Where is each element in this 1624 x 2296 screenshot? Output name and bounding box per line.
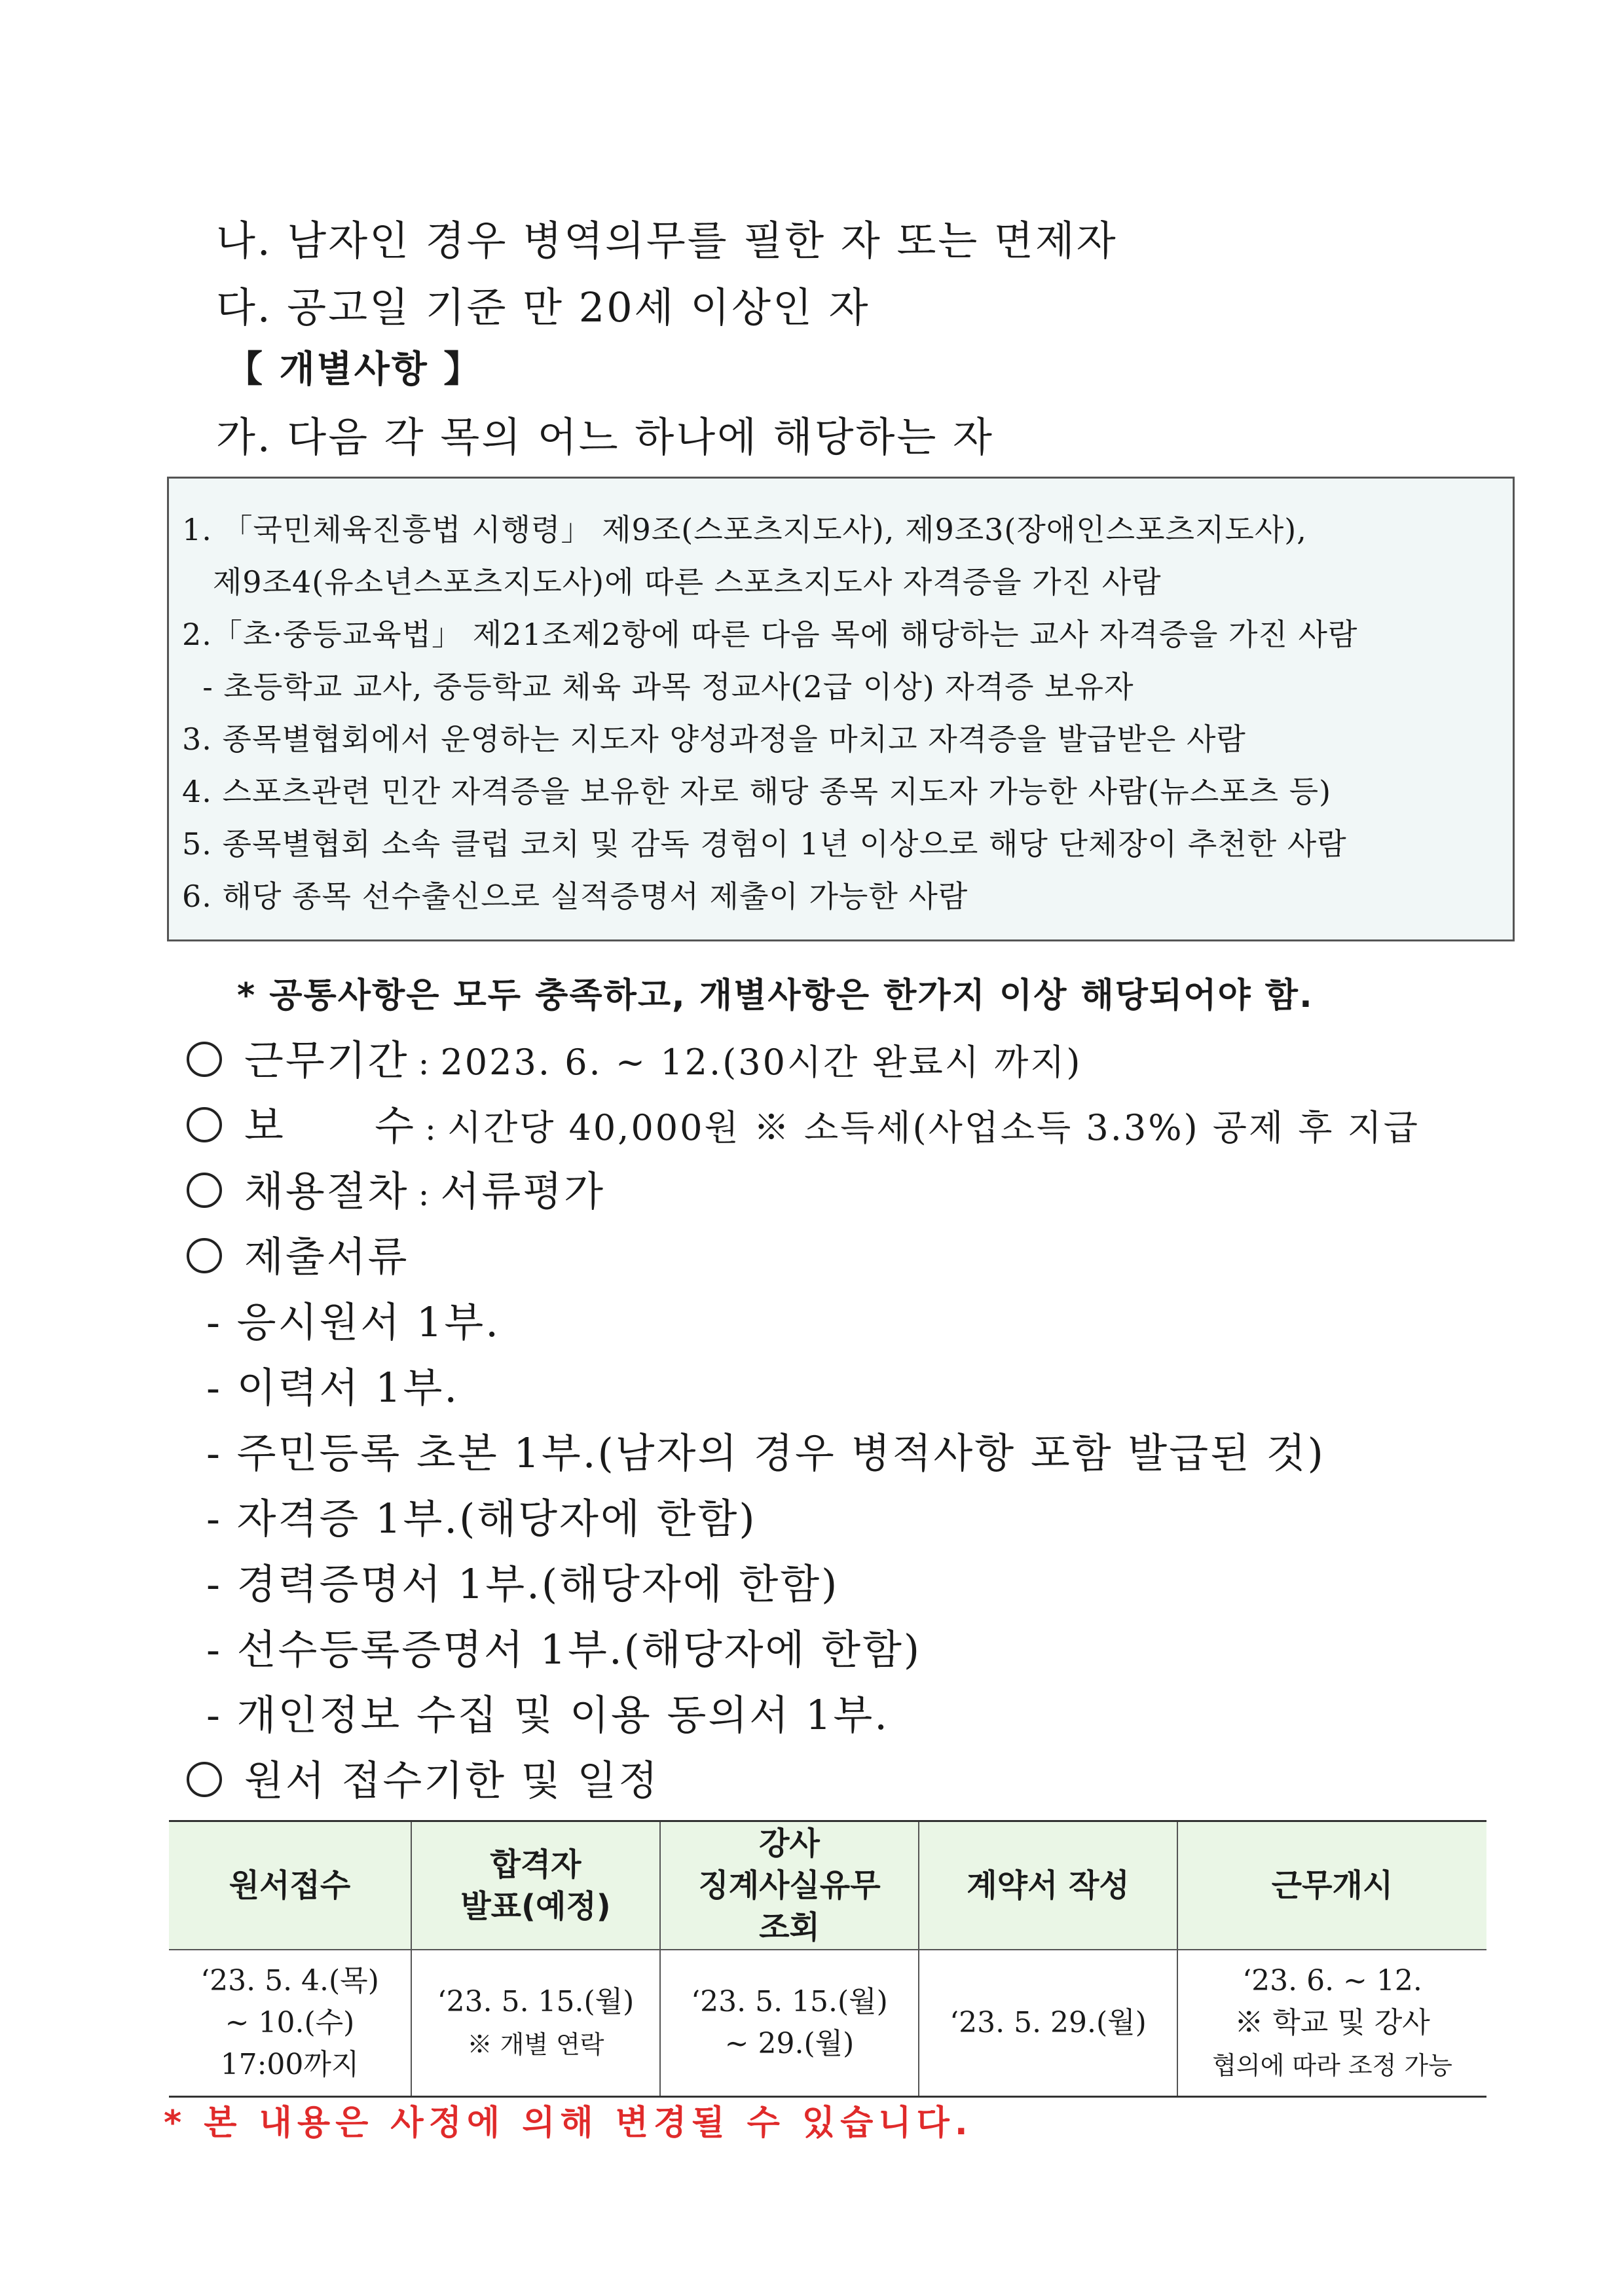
header-application: 원서접수 (169, 1821, 411, 1950)
pay-value: 시간당 40,000원 ※ 소득세(사업소득 3.3%) 공제 후 지급 (447, 1107, 1420, 1148)
cell-contract: ‘23. 5. 29.(월) (919, 1950, 1177, 2097)
requirement-military: 나. 남자인 경우 병역의무를 필한 자 또는 면제자 (216, 217, 1118, 264)
qualification-line: 3. 종목별협회에서 운영하는 지도자 양성과정을 마치고 자격증을 발급받은 사람 (182, 721, 1246, 757)
header-announcement: 합격자 발표(예정) (411, 1821, 660, 1950)
cell-disciplinary-check: ‘23. 5. 15.(월) ~ 29.(월) (660, 1950, 919, 2097)
separator: : (425, 1110, 438, 1148)
qualification-line: 제9조4(유소년스포츠지도사)에 따른 스포츠지도사 자격증을 가진 사람 (182, 564, 1162, 600)
separator: : (418, 1044, 432, 1082)
table-header-row (169, 1821, 1486, 1950)
requirement-individual-intro: 가. 다음 각 목의 어느 하나에 해당하는 자 (216, 413, 994, 461)
requirement-age: 다. 공고일 기준 만 20세 이상인 자 (216, 283, 870, 331)
schedule-label: 원서 접수기한 및 일정 (244, 1757, 660, 1804)
qualification-line: 6. 해당 종목 선수출신으로 실적증명서 제출이 가능한 사람 (182, 879, 969, 914)
change-notice: * 본 내용은 사정에 의해 변경될 수 있습니다. (164, 2104, 973, 2143)
schedule-table (169, 1820, 1486, 2098)
item-procedure (187, 1159, 605, 1217)
header-disciplinary-check: 강사 징계사실유무 조회 (660, 1821, 919, 1950)
circle-bullet-icon (187, 1173, 222, 1208)
qualification-box (167, 477, 1515, 941)
qualification-line: 1. 「국민체육진흥법 시행령」 제9조(스포츠지도사), 제9조3(장애인스포츠지도사), (182, 512, 1307, 547)
qualification-line: 2.「초·중등교육법」 제21조제2항에 따른 다음 목에 해당하는 교사 자격증을 가진 사람 (182, 617, 1358, 652)
header-work-start: 근무개시 (1177, 1821, 1486, 1950)
circle-bullet-icon (187, 1042, 222, 1077)
document-item: - 개인정보 수집 및 이용 동의서 1부. (206, 1691, 889, 1739)
section-heading-individual: 【 개별사항 】 (226, 348, 483, 391)
item-work-period (187, 1028, 1082, 1086)
work-period-label: 근무기간 (244, 1036, 409, 1084)
documents-label: 제출서류 (244, 1233, 409, 1281)
document-item: - 선수등록증명서 1부.(해당자에 한함) (206, 1626, 922, 1673)
common-requirement-note: * 공통사항은 모두 충족하고, 개별사항은 한가지 이상 해당되어야 함. (237, 976, 1314, 1015)
document-item: - 주민등록 초본 1부.(남자의 경우 병적사항 포함 발급된 것) (206, 1429, 1325, 1477)
work-period-value: 2023. 6. ~ 12.(30시간 완료시 까지) (440, 1042, 1082, 1083)
document-item: - 자격증 1부.(해당자에 한함) (206, 1495, 757, 1542)
circle-bullet-icon (187, 1238, 222, 1273)
cell-announcement: ‘23. 5. 15.(월) ※ 개별 연락 (411, 1950, 660, 2097)
pay-label: 보 수 (244, 1102, 416, 1150)
cell-application: ‘23. 5. 4.(목) ~ 10.(수) 17:00까지 (169, 1950, 411, 2097)
qualification-line: 4. 스포츠관련 민간 자격증을 보유한 자로 해당 종목 지도자 가능한 사람(뉴스포츠 등) (182, 774, 1332, 809)
item-pay (187, 1093, 1420, 1152)
procedure-value: 서류평가 (440, 1167, 606, 1215)
circle-bullet-icon (187, 1107, 222, 1142)
procedure-label: 채용절차 (244, 1167, 409, 1215)
document-item: - 경력증명서 1부.(해당자에 한함) (206, 1560, 840, 1608)
qualification-line: 5. 종목별협회 소속 클럽 코치 및 감독 경험이 1년 이상으로 해당 단체장이 추천한 사람 (182, 826, 1347, 862)
separator: : (418, 1175, 432, 1213)
item-schedule (187, 1748, 659, 1806)
cell-work-start: ‘23. 6. ~ 12. ※ 학교 및 강사 협의에 따라 조정 가능 (1177, 1950, 1486, 2097)
table-row (169, 1950, 1486, 2097)
header-contract: 계약서 작성 (919, 1821, 1177, 1950)
item-documents (187, 1224, 409, 1283)
document-item: - 이력서 1부. (206, 1364, 460, 1412)
document-item: - 응시원서 1부. (206, 1298, 500, 1346)
qualification-line: - 초등학교 교사, 중등학교 체육 과목 정교사(2급 이상) 자격증 보유자 (182, 669, 1134, 704)
circle-bullet-icon (187, 1762, 222, 1797)
